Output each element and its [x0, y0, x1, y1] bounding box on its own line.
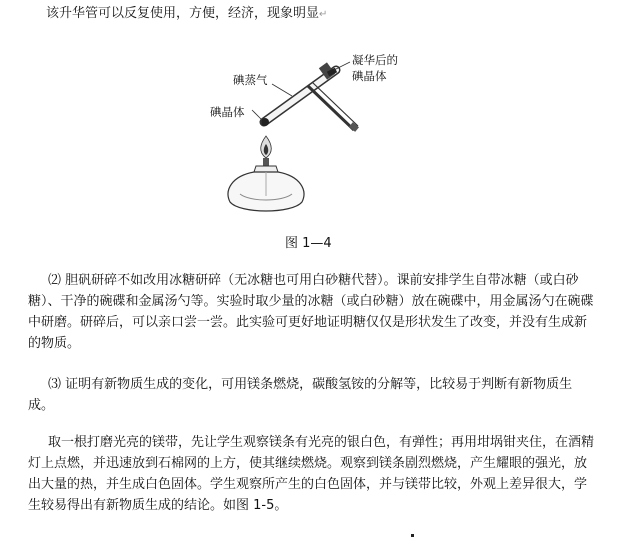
leader-crystal: [252, 110, 262, 120]
label-iodine-crystal: 碘晶体: [210, 105, 245, 119]
leader-vapor: [272, 84, 292, 96]
intro-sentence: 该升华管可以反复使用，方便，经济，现象明显: [46, 6, 320, 21]
label-condensed-line1: 凝华后的: [352, 53, 398, 67]
paragraph-4: 取一根打磨光亮的镁带，先让学生观察镁条有光亮的银白色，有弹性；再用坩埚钳夹住，在酒精灯上点燃，并迅速放到石棉网的上方，使其继续燃烧。观察到镁条剧烈燃烧，产生耀眼的强光，放出大量的热，并生成白色固体。学生观察所产生的白色固体，并与镁带比较，外观上差异很大，学生较易得出有新物质生成的结论。如图 1-5。: [28, 435, 595, 513]
paragraph-2: ⑵ 胆矾研碎不如改用冰糖研碎（无冰糖也可用白砂糖代替）。课前安排学生自带冰糖（或白砂糖）、干净的碗碟和金属汤勺等。实验时取少量的冰糖（或白砂糖）放在碗碟中，用金属汤勺在碗碟中研磨。研碎后，可以亲口尝一尝。此实验可更好地证明糖仅仅是形状发生了改变，并没有生成新的物质。: [28, 273, 594, 351]
label-condensed-line2: 碘晶体: [352, 69, 387, 83]
sublimation-tube: [264, 62, 336, 122]
label-iodine-vapor: 碘蒸气: [233, 73, 268, 87]
figure-sublimation-apparatus: [200, 44, 430, 228]
iodine-crystal-bottom: [261, 118, 269, 126]
intro-text: [46, 4, 327, 25]
paragraph-3: ⑶ 证明有新物质生成的变化，可用镁条燃烧，碳酸氢铵的分解等，比较易于判断有新物质生成。: [28, 377, 573, 413]
figure-caption: 图 1—4: [285, 236, 332, 251]
alcohol-lamp: [228, 158, 304, 211]
stray-dot: [411, 534, 414, 537]
paragraph-mark-icon: ↵: [319, 9, 328, 20]
apparatus-drawing: [200, 44, 430, 224]
